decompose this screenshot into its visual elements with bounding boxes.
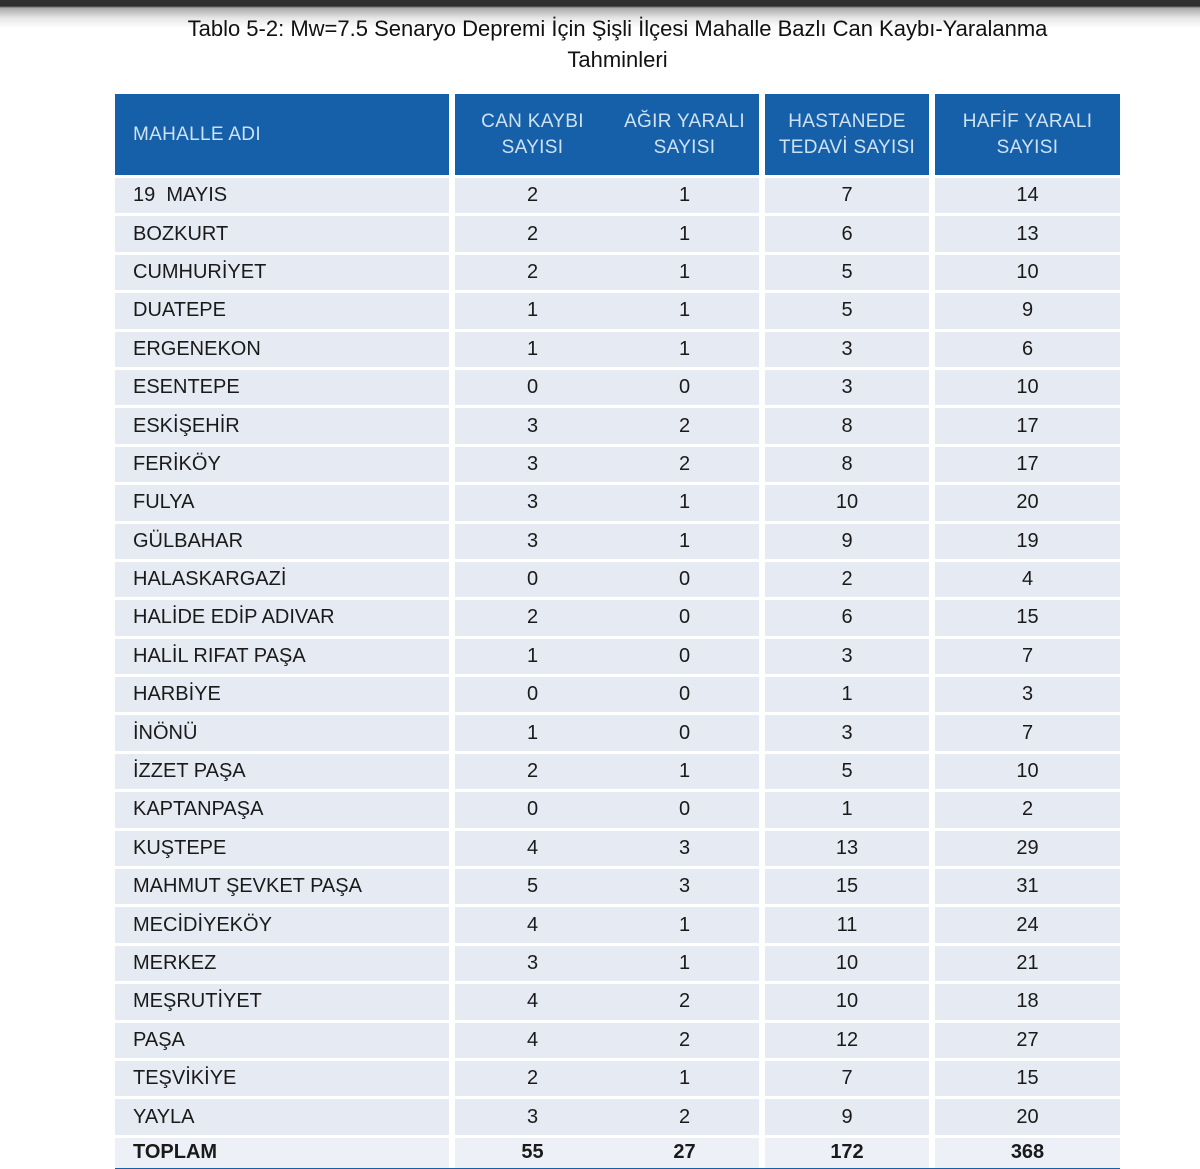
- col-header-mahalle-adi: MAHALLE ADI: [115, 94, 455, 178]
- value-cell-hastanede: 9: [765, 1099, 935, 1137]
- neighborhood-name-cell: ESKİŞEHİR: [115, 408, 455, 446]
- neighborhood-name-cell: MERKEZ: [115, 946, 455, 984]
- value-cell-hafif-yarali: 15: [935, 600, 1120, 638]
- neighborhood-name-cell: HALİL RIFAT PAŞA: [115, 639, 455, 677]
- value-cell-can-kaybi: 3: [455, 485, 610, 523]
- table-row: [115, 1099, 1120, 1137]
- total-can-kaybi-cell: 55: [455, 1138, 610, 1168]
- value-cell-hastanede: 5: [765, 754, 935, 792]
- table-row: [115, 408, 1120, 446]
- value-cell-hafif-yarali: 29: [935, 831, 1120, 869]
- neighborhood-name-cell: BOZKURT: [115, 216, 455, 254]
- table-caption: [115, 13, 1120, 75]
- table-row: [115, 946, 1120, 984]
- value-cell-agir-yarali: 1: [610, 216, 765, 254]
- col-header-hafif-yarali: HAFİF YARALI SAYISI: [935, 94, 1120, 178]
- neighborhood-name-cell: PAŞA: [115, 1023, 455, 1061]
- value-cell-agir-yarali: 1: [610, 1061, 765, 1099]
- value-cell-agir-yarali: 0: [610, 370, 765, 408]
- value-cell-agir-yarali: 0: [610, 639, 765, 677]
- neighborhood-name-cell: HALASKARGAZİ: [115, 562, 455, 600]
- value-cell-hafif-yarali: 10: [935, 754, 1120, 792]
- table-row: [115, 677, 1120, 715]
- value-cell-can-kaybi: 4: [455, 1023, 610, 1061]
- table-row: [115, 178, 1120, 216]
- neighborhood-name-cell: MAHMUT ŞEVKET PAŞA: [115, 869, 455, 907]
- col-header-agir-yarali: AĞIR YARALI SAYISI: [610, 94, 765, 178]
- value-cell-hastanede: 7: [765, 178, 935, 216]
- neighborhood-name-cell: KUŞTEPE: [115, 831, 455, 869]
- value-cell-hafif-yarali: 24: [935, 907, 1120, 945]
- value-cell-hastanede: 7: [765, 1061, 935, 1099]
- value-cell-hafif-yarali: 10: [935, 255, 1120, 293]
- value-cell-agir-yarali: 0: [610, 600, 765, 638]
- value-cell-can-kaybi: 1: [455, 715, 610, 753]
- value-cell-hafif-yarali: 7: [935, 715, 1120, 753]
- value-cell-hafif-yarali: 3: [935, 677, 1120, 715]
- value-cell-hastanede: 9: [765, 524, 935, 562]
- value-cell-hastanede: 12: [765, 1023, 935, 1061]
- value-cell-hafif-yarali: 17: [935, 447, 1120, 485]
- value-cell-hastanede: 5: [765, 293, 935, 331]
- value-cell-agir-yarali: 2: [610, 1023, 765, 1061]
- total-row: [115, 1138, 1120, 1168]
- table-row: [115, 370, 1120, 408]
- value-cell-hastanede: 1: [765, 792, 935, 830]
- value-cell-hastanede: 8: [765, 447, 935, 485]
- table-footer: [115, 1138, 1120, 1168]
- value-cell-agir-yarali: 0: [610, 715, 765, 753]
- table-row: [115, 907, 1120, 945]
- value-cell-hastanede: 11: [765, 907, 935, 945]
- value-cell-agir-yarali: 1: [610, 524, 765, 562]
- value-cell-agir-yarali: 1: [610, 293, 765, 331]
- table-row: [115, 1023, 1120, 1061]
- value-cell-can-kaybi: 2: [455, 178, 610, 216]
- value-cell-hastanede: 13: [765, 831, 935, 869]
- table-row: [115, 524, 1120, 562]
- value-cell-can-kaybi: 4: [455, 831, 610, 869]
- value-cell-can-kaybi: 3: [455, 946, 610, 984]
- table-row: [115, 1061, 1120, 1099]
- value-cell-agir-yarali: 1: [610, 178, 765, 216]
- value-cell-can-kaybi: 0: [455, 677, 610, 715]
- value-cell-can-kaybi: 3: [455, 1099, 610, 1137]
- value-cell-hastanede: 10: [765, 946, 935, 984]
- value-cell-can-kaybi: 0: [455, 792, 610, 830]
- value-cell-agir-yarali: 2: [610, 447, 765, 485]
- header-row: [115, 94, 1120, 178]
- neighborhood-name-cell: FERİKÖY: [115, 447, 455, 485]
- table-row: [115, 293, 1120, 331]
- neighborhood-name-cell: ESENTEPE: [115, 370, 455, 408]
- table-body: [115, 178, 1120, 1138]
- table-row: [115, 562, 1120, 600]
- value-cell-hastanede: 3: [765, 639, 935, 677]
- neighborhood-name-cell: KAPTANPAŞA: [115, 792, 455, 830]
- neighborhood-name-cell: DUATEPE: [115, 293, 455, 331]
- value-cell-hafif-yarali: 17: [935, 408, 1120, 446]
- table-caption-line2: Tahminleri: [567, 47, 668, 72]
- value-cell-hafif-yarali: 2: [935, 792, 1120, 830]
- table-row: [115, 639, 1120, 677]
- value-cell-hastanede: 5: [765, 255, 935, 293]
- table-caption-line1: Tablo 5-2: Mw=7.5 Senaryo Depremi İçin Şişli İlçesi Mahalle Bazlı Can Kaybı-Yaralanma: [187, 16, 1048, 41]
- value-cell-hafif-yarali: 20: [935, 1099, 1120, 1137]
- value-cell-can-kaybi: 3: [455, 447, 610, 485]
- table-row: [115, 984, 1120, 1022]
- neighborhood-name-cell: CUMHURİYET: [115, 255, 455, 293]
- value-cell-hafif-yarali: 14: [935, 178, 1120, 216]
- value-cell-hafif-yarali: 27: [935, 1023, 1120, 1061]
- table-row: [115, 255, 1120, 293]
- value-cell-hastanede: 8: [765, 408, 935, 446]
- value-cell-hafif-yarali: 19: [935, 524, 1120, 562]
- casualty-table: [115, 94, 1120, 1168]
- value-cell-agir-yarali: 1: [610, 946, 765, 984]
- value-cell-agir-yarali: 1: [610, 255, 765, 293]
- value-cell-hastanede: 6: [765, 600, 935, 638]
- value-cell-agir-yarali: 3: [610, 831, 765, 869]
- value-cell-can-kaybi: 3: [455, 408, 610, 446]
- value-cell-hafif-yarali: 31: [935, 869, 1120, 907]
- neighborhood-name-cell: HARBİYE: [115, 677, 455, 715]
- neighborhood-name-cell: GÜLBAHAR: [115, 524, 455, 562]
- total-hastanede-cell: 172: [765, 1138, 935, 1168]
- table-row: [115, 831, 1120, 869]
- value-cell-agir-yarali: 2: [610, 984, 765, 1022]
- table-row: [115, 600, 1120, 638]
- value-cell-can-kaybi: 4: [455, 984, 610, 1022]
- value-cell-hastanede: 2: [765, 562, 935, 600]
- value-cell-hafif-yarali: 7: [935, 639, 1120, 677]
- value-cell-can-kaybi: 1: [455, 293, 610, 331]
- table-row: [115, 715, 1120, 753]
- table-row: [115, 869, 1120, 907]
- value-cell-hastanede: 10: [765, 984, 935, 1022]
- neighborhood-name-cell: 19 MAYIS: [115, 178, 455, 216]
- casualty-table-container: [115, 94, 1120, 1169]
- neighborhood-name-cell: ERGENEKON: [115, 332, 455, 370]
- value-cell-agir-yarali: 3: [610, 869, 765, 907]
- value-cell-can-kaybi: 1: [455, 639, 610, 677]
- table-row: [115, 216, 1120, 254]
- value-cell-hafif-yarali: 15: [935, 1061, 1120, 1099]
- value-cell-hafif-yarali: 20: [935, 485, 1120, 523]
- table-header: [115, 94, 1120, 178]
- value-cell-agir-yarali: 2: [610, 408, 765, 446]
- neighborhood-name-cell: MEŞRUTİYET: [115, 984, 455, 1022]
- table-row: [115, 332, 1120, 370]
- value-cell-agir-yarali: 1: [610, 485, 765, 523]
- neighborhood-name-cell: TEŞVİKİYE: [115, 1061, 455, 1099]
- value-cell-hafif-yarali: 10: [935, 370, 1120, 408]
- value-cell-agir-yarali: 0: [610, 792, 765, 830]
- value-cell-hafif-yarali: 4: [935, 562, 1120, 600]
- value-cell-hastanede: 1: [765, 677, 935, 715]
- value-cell-can-kaybi: 2: [455, 600, 610, 638]
- value-cell-can-kaybi: 1: [455, 332, 610, 370]
- value-cell-hafif-yarali: 6: [935, 332, 1120, 370]
- value-cell-can-kaybi: 0: [455, 562, 610, 600]
- value-cell-agir-yarali: 2: [610, 1099, 765, 1137]
- table-row: [115, 792, 1120, 830]
- value-cell-hafif-yarali: 9: [935, 293, 1120, 331]
- value-cell-hastanede: 3: [765, 715, 935, 753]
- total-hafif-yarali-cell: 368: [935, 1138, 1120, 1168]
- total-label-cell: TOPLAM: [115, 1138, 455, 1168]
- value-cell-hastanede: 10: [765, 485, 935, 523]
- value-cell-hastanede: 6: [765, 216, 935, 254]
- value-cell-can-kaybi: 0: [455, 370, 610, 408]
- value-cell-can-kaybi: 4: [455, 907, 610, 945]
- value-cell-agir-yarali: 0: [610, 562, 765, 600]
- value-cell-agir-yarali: 1: [610, 332, 765, 370]
- value-cell-hastanede: 3: [765, 370, 935, 408]
- neighborhood-name-cell: MECİDİYEKÖY: [115, 907, 455, 945]
- neighborhood-name-cell: YAYLA: [115, 1099, 455, 1137]
- value-cell-can-kaybi: 2: [455, 1061, 610, 1099]
- value-cell-agir-yarali: 1: [610, 754, 765, 792]
- table-row: [115, 447, 1120, 485]
- value-cell-agir-yarali: 0: [610, 677, 765, 715]
- neighborhood-name-cell: İZZET PAŞA: [115, 754, 455, 792]
- table-row: [115, 754, 1120, 792]
- total-agir-yarali-cell: 27: [610, 1138, 765, 1168]
- value-cell-can-kaybi: 5: [455, 869, 610, 907]
- value-cell-can-kaybi: 3: [455, 524, 610, 562]
- value-cell-hastanede: 15: [765, 869, 935, 907]
- value-cell-can-kaybi: 2: [455, 754, 610, 792]
- neighborhood-name-cell: FULYA: [115, 485, 455, 523]
- neighborhood-name-cell: HALİDE EDİP ADIVAR: [115, 600, 455, 638]
- value-cell-can-kaybi: 2: [455, 216, 610, 254]
- table-row: [115, 485, 1120, 523]
- value-cell-agir-yarali: 1: [610, 907, 765, 945]
- value-cell-hastanede: 3: [765, 332, 935, 370]
- col-header-can-kaybi: CAN KAYBI SAYISI: [455, 94, 610, 178]
- col-header-hastanede: HASTANEDE TEDAVİ SAYISI: [765, 94, 935, 178]
- value-cell-can-kaybi: 2: [455, 255, 610, 293]
- neighborhood-name-cell: İNÖNÜ: [115, 715, 455, 753]
- value-cell-hafif-yarali: 21: [935, 946, 1120, 984]
- value-cell-hafif-yarali: 18: [935, 984, 1120, 1022]
- value-cell-hafif-yarali: 13: [935, 216, 1120, 254]
